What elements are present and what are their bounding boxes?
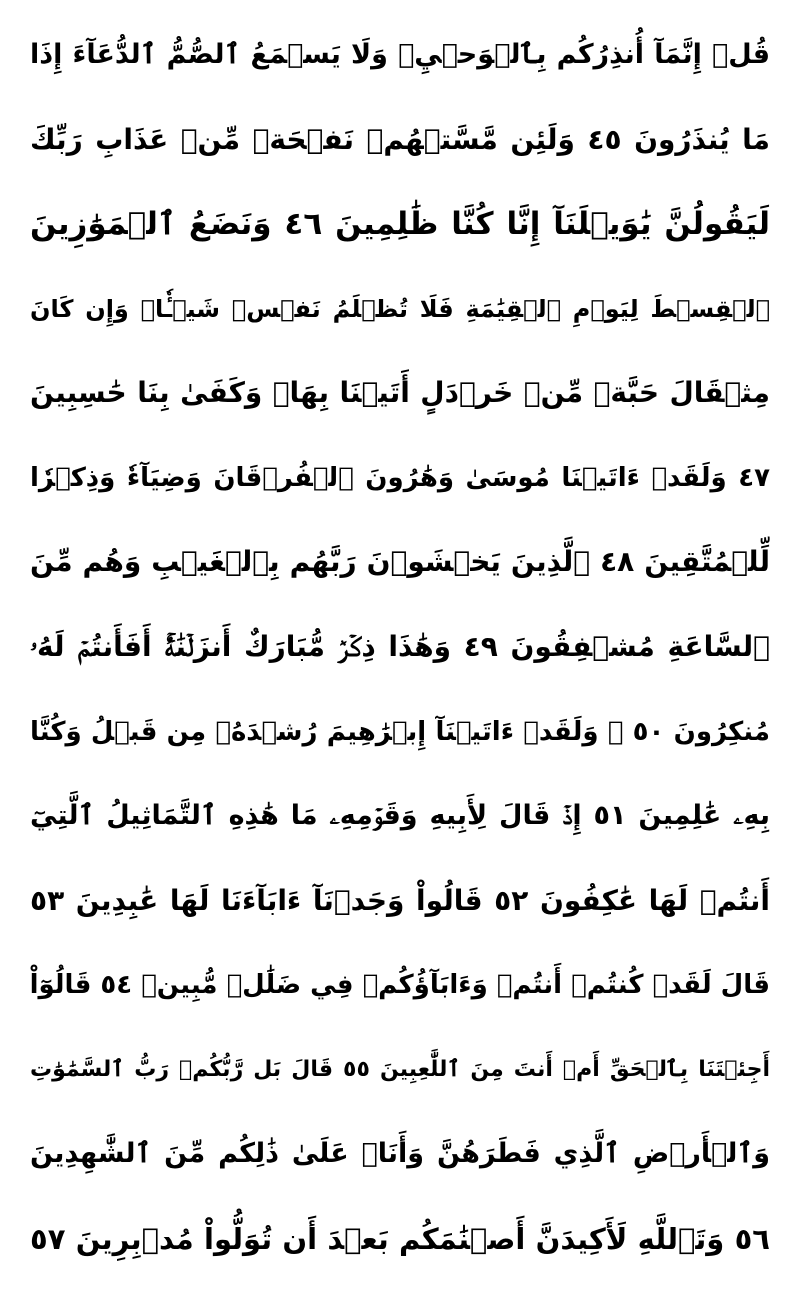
text-line-9: مُنكِرُونَ ٥٠ ۞ وَلَقَدۡ ءَاتَيۡنَآ إِبۡرَٰهِيمَ رُشۡدَهُۥ مِن قَبۡلُ وَكُنَّا (30, 716, 770, 747)
text-line-11: أَنتُمۡ لَهَا عَٰكِفُونَ ٥٢ قَالُواْ وَجَدۡنَآ ءَابَآءَنَا لَهَا عَٰبِدِينَ ٥٣ (30, 883, 770, 917)
text-line-1: قُلۡ إِنَّمَآ أُنذِرُكُم بِٱلۡوَحۡيِۚ وَلَا يَسۡمَعُ ٱلصُّمُّ ٱلدُّعَآءَ إِذَا (30, 39, 770, 70)
text-line-7: لِّلۡمُتَّقِينَ ٤٨ ٱلَّذِينَ يَخۡشَوۡنَ رَبَّهُم بِٱلۡغَيۡبِ وَهُم مِّنَ (30, 545, 770, 579)
text-line-5: مِثۡقَالَ حَبَّةٖ مِّنۡ خَرۡدَلٍ أَتَيۡنَا بِهَاۗ وَكَفَىٰ بِنَا حَٰسِبِينَ (30, 376, 770, 410)
text-line-14: وَٱلۡأَرۡضِ ٱلَّذِي فَطَرَهُنَّ وَأَنَا۠ عَلَىٰ ذَٰلِكُم مِّنَ ٱلشَّٰهِدِينَ (30, 1138, 770, 1170)
text-line-3: لَيَقُولُنَّ يَٰوَيۡلَنَآ إِنَّا كُنَّا ظَٰلِمِينَ ٤٦ وَنَضَعُ ٱلۡمَوَٰزِينَ (30, 206, 770, 243)
text-line-8: ٱلسَّاعَةِ مُشۡفِقُونَ ٤٩ وَهَٰذَا ذِكۡرٞ مُّبَارَكٌ أَنزَلۡنَٰهُۚ أَفَأَنتُمۡ لَهُۥ (30, 629, 770, 663)
text-line-15: ٥٦ وَتَٱللَّهِ لَأَكِيدَنَّ أَصۡنَٰمَكُم بَعۡدَ أَن تُوَلُّواْ مُدۡبِرِينَ ٥٧ (30, 1221, 770, 1256)
text-line-12: قَالَ لَقَدۡ كُنتُمۡ أَنتُمۡ وَءَابَآؤُكُمۡ فِي ضَلَٰلٖ مُّبِينٖ ٥٤ قَالُوٓاْ (30, 970, 770, 1001)
text-line-2: مَا يُنذَرُونَ ٤٥ وَلَئِن مَّسَّتۡهُمۡ نَفۡحَةٞ مِّنۡ عَذَابِ رَبِّكَ (30, 122, 770, 156)
text-line-4: ٱلۡقِسۡطَ لِيَوۡمِ ٱلۡقِيَٰمَةِ فَلَا تُظۡلَمُ نَفۡسٞ شَيۡـٔٗاۖ وَإِن كَانَ (30, 294, 770, 323)
text-line-6: ٤٧ وَلَقَدۡ ءَاتَيۡنَا مُوسَىٰ وَهَٰرُونَ ٱلۡفُرۡقَانَ وَضِيَآءٗ وَذِكۡرٗا (30, 462, 770, 493)
text-line-13: أَجِئۡتَنَا بِٱلۡحَقِّ أَمۡ أَنتَ مِنَ ٱللَّٰعِبِينَ ٥٥ قَالَ بَل رَّبُّكُمۡ رَبُّ ٱلسَّمَٰوَٰتِ (30, 1056, 770, 1082)
mushaf-page (30, 20, 770, 1274)
text-line-10: بِهِۦ عَٰلِمِينَ ٥١ إِذۡ قَالَ لِأَبِيهِ وَقَوۡمِهِۦ مَا هَٰذِهِ ٱلتَّمَاثِيلُ ٱلَّتِيٓ (30, 800, 770, 832)
